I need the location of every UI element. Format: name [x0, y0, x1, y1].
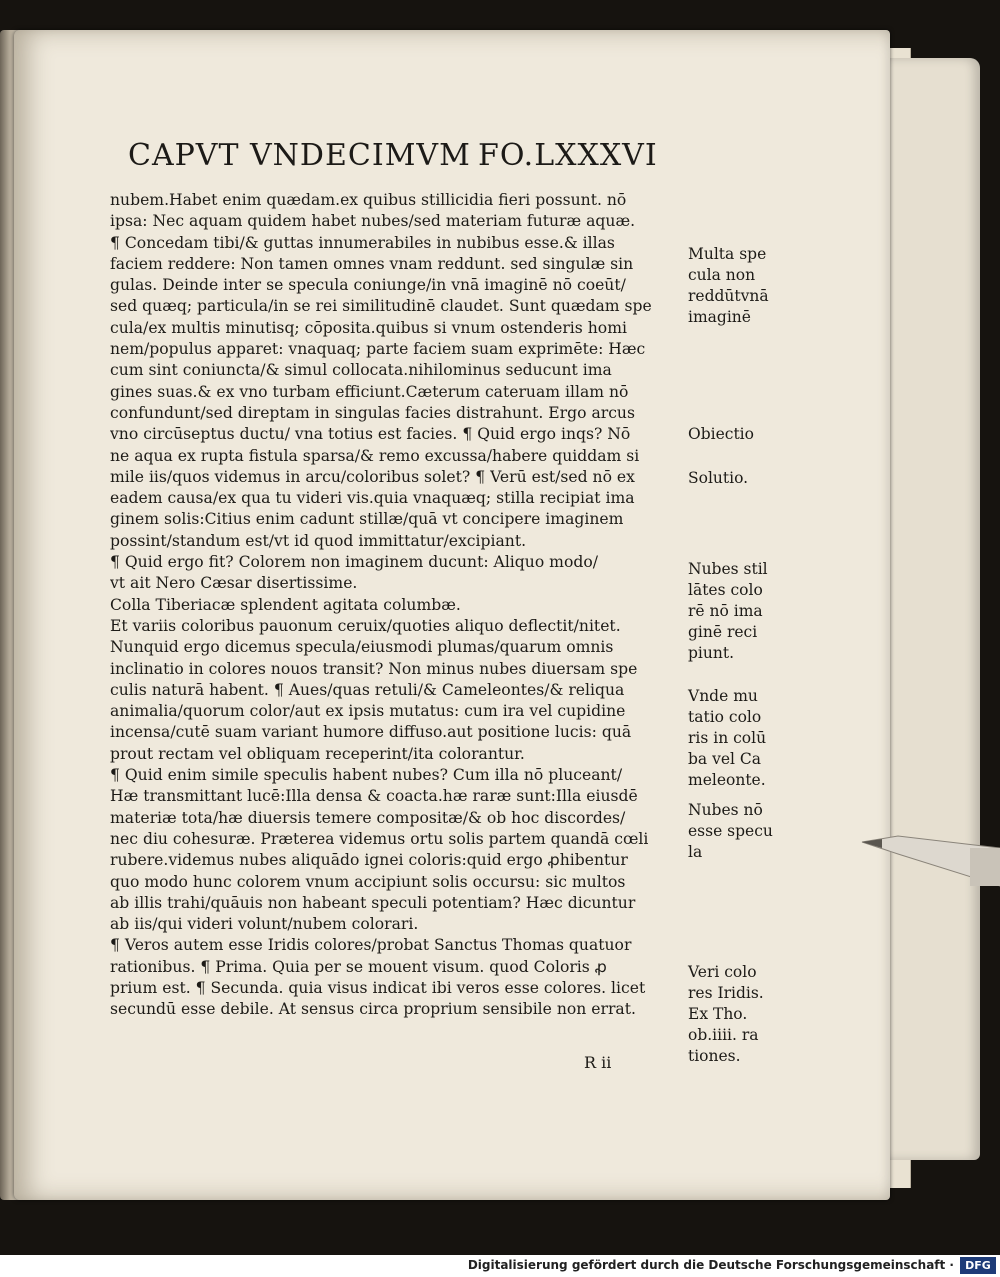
marginal-note-multa-specula	[688, 244, 792, 328]
marginal-note-line: lātes colo	[688, 581, 763, 599]
pointer-stick-icon	[858, 826, 1000, 896]
marginal-note-line: ris in colū	[688, 729, 767, 747]
marginal-note-line: Nubes stil	[688, 560, 768, 578]
next-page	[880, 58, 980, 1160]
text-line: secundū esse debile. At sensus circa proprium sensibile non errat.	[110, 1000, 636, 1019]
text-line: quo modo hunc colorem vnum accipiunt solis occursu: sic multos	[110, 872, 626, 891]
text-line: ipsa: Nec aquam quidem habet nubes/sed materiam futuræ aquæ.	[110, 212, 636, 231]
text-line: mile iis/quos videmus in arcu/coloribus solet? ¶ Verū est/sed nō ex	[110, 467, 635, 486]
marginal-note-line: piunt.	[688, 644, 735, 662]
marginal-note-obiectio	[688, 424, 792, 445]
marginal-note-line: reddūtvnā	[688, 287, 769, 305]
text-line: ¶ Veros autem esse Iridis colores/probat Sanctus Thomas quatuor	[110, 936, 632, 955]
running-header	[116, 138, 676, 178]
text-line: ab iis/qui videri volunt/nubem colorari.	[110, 915, 419, 934]
signature-mark: R ii	[584, 1053, 612, 1072]
text-line: rationibus. ¶ Prima. Quia per se mouent visum. quod Coloris ꝓ	[110, 957, 607, 976]
marginal-note-line: Vnde mu	[688, 687, 758, 705]
text-line: faciem reddere: Non tamen omnes vnam reddunt. sed singulæ sin	[110, 254, 634, 273]
marginal-note-line: tiones.	[688, 1047, 741, 1065]
marginal-note-solutio	[688, 468, 792, 489]
marginal-note-line: Nubes nō	[688, 801, 763, 819]
text-line: ¶ Concedam tibi/& guttas innumerabiles in nubibus esse.& illas	[110, 233, 615, 252]
text-line: nubem.Habet enim quædam.ex quibus stillicidia fieri possunt. nō	[110, 191, 627, 209]
main-text-block	[110, 190, 682, 1021]
text-line: inclinatio in colores nouos transit? Non minus nubes diuersam spe	[110, 659, 638, 678]
marginal-note-line: meleonte.	[688, 771, 766, 789]
text-line: ¶ Quid enim simile speculis habent nubes? Cum illa nō pluceant/	[110, 766, 623, 785]
marginal-note-veri-colores	[688, 962, 792, 1067]
folio-number: FO.LXXXVI	[478, 138, 658, 173]
text-line: confundunt/sed direptam in singulas facies distrahunt. Ergo arcus	[110, 403, 635, 422]
marginal-note-nubes-non-specula	[688, 800, 792, 863]
text-line: ne aqua ex rupta fistula sparsa/& remo excussa/habere quiddam si	[110, 446, 640, 465]
marginal-note-line: Ex Tho.	[688, 1005, 748, 1023]
text-line: rubere.videmus nubes aliquādo ignei coloris:quid ergo ꝓhibentur	[110, 851, 628, 870]
marginal-note-nubes-stillantes	[688, 559, 792, 664]
text-line: Nunquid ergo dicemus specula/eiusmodi plumas/quarum omnis	[110, 638, 614, 657]
text-line: ginem solis:Citius enim cadunt stillæ/quā vt concipere imaginem	[110, 510, 624, 529]
text-line: ab illis trahi/quāuis non habeant speculi potentiam? Hæc dicuntur	[110, 893, 636, 912]
marginal-note-line: cula non	[688, 266, 756, 284]
marginal-note-line: rē nō ima	[688, 602, 763, 620]
marginal-note-line: ob.iiii. ra	[688, 1026, 759, 1044]
text-line: sed quæq; particula/in se rei similitudinē claudet. Sunt quædam spe	[110, 297, 652, 316]
text-line: prium est. ¶ Secunda. quia visus indicat ibi veros esse colores. licet	[110, 978, 646, 997]
marginal-note-line: ba vel Ca	[688, 750, 762, 768]
text-line: cum sint coniuncta/& simul collocata.nihilominus seducunt ima	[110, 361, 612, 380]
marginal-note-line: tatio colo	[688, 708, 762, 726]
marginal-note-line: Solutio.	[688, 469, 749, 487]
marginal-note-line: Obiectio	[688, 425, 754, 443]
text-line: prout rectam vel obliquam receperint/ita colorantur.	[110, 744, 525, 763]
text-line: culis naturā habent. ¶ Aues/quas retuli/& Cameleontes/& reliqua	[110, 680, 625, 699]
footer-credit: Digitalisierung gefördert durch die Deutsche Forschungsgemeinschaft ·	[467, 1258, 954, 1272]
footer-bar	[0, 1255, 1000, 1277]
marginal-note-line: res Iridis.	[688, 984, 764, 1002]
text-line: cula/ex multis minutisq; cōposita.quibus si vnum ostenderis homi	[110, 318, 627, 337]
text-line: nem/populus apparet: vnaquaq; parte faciem suam exprimēte: Hæc	[110, 340, 646, 359]
marginal-note-line: imaginē	[688, 308, 751, 326]
text-line: Hæ transmittant lucē:Illa densa & coacta.hæ raræ sunt:Illa eiusdē	[110, 787, 638, 806]
marginal-note-line: Veri colo	[688, 963, 757, 981]
text-line: incensa/cutē suam variant humore diffuso.aut positione lucis: quā	[110, 723, 632, 742]
text-line: Colla Tiberiacæ splendent agitata columbæ.	[110, 595, 461, 614]
chapter-title: CAPVT VNDECIMVM	[128, 138, 471, 173]
text-line: ¶ Quid ergo fit? Colorem non imaginem ducunt: Aliquo modo/	[110, 553, 598, 572]
text-line: materiæ tota/hæ diuersis temere compositæ/& ob hoc discordes/	[110, 808, 626, 827]
text-line: nec diu cohesuræ. Præterea videmus ortu solis partem quandā cœli	[110, 829, 649, 848]
text-line: animalia/quorum color/aut ex ipsis mutatus: cum ira vel cupidine	[110, 702, 626, 721]
text-line: gulas. Deinde inter se specula coniunge/in vnā imaginē nō coeūt/	[110, 276, 626, 295]
marginal-note-line: esse specu	[688, 822, 773, 840]
text-line: eadem causa/ex qua tu videri vis.quia vnaquæq; stilla recipiat ima	[110, 489, 635, 508]
text-line: possint/standum est/vt id quod immittatur/excipiant.	[110, 531, 527, 550]
marginal-note-vnde-mutatio	[688, 686, 792, 791]
text-line: Et variis coloribus pauonum ceruix/quoties aliquo deflectit/nitet.	[110, 616, 621, 635]
marginal-note-line: ginē reci	[688, 623, 758, 641]
text-line: vno circūseptus ductu/ vna totius est facies. ¶ Quid ergo inqs? Nō	[110, 425, 631, 444]
marginal-note-line: Multa spe	[688, 245, 767, 263]
marginal-note-line: la	[688, 843, 703, 861]
text-line: gines suas.& ex vno turbam efficiunt.Cæterum cateruam illam nō	[110, 382, 629, 401]
text-line: vt ait Nero Cæsar disertissime.	[110, 574, 358, 593]
dfg-logo: DFG	[960, 1257, 996, 1274]
